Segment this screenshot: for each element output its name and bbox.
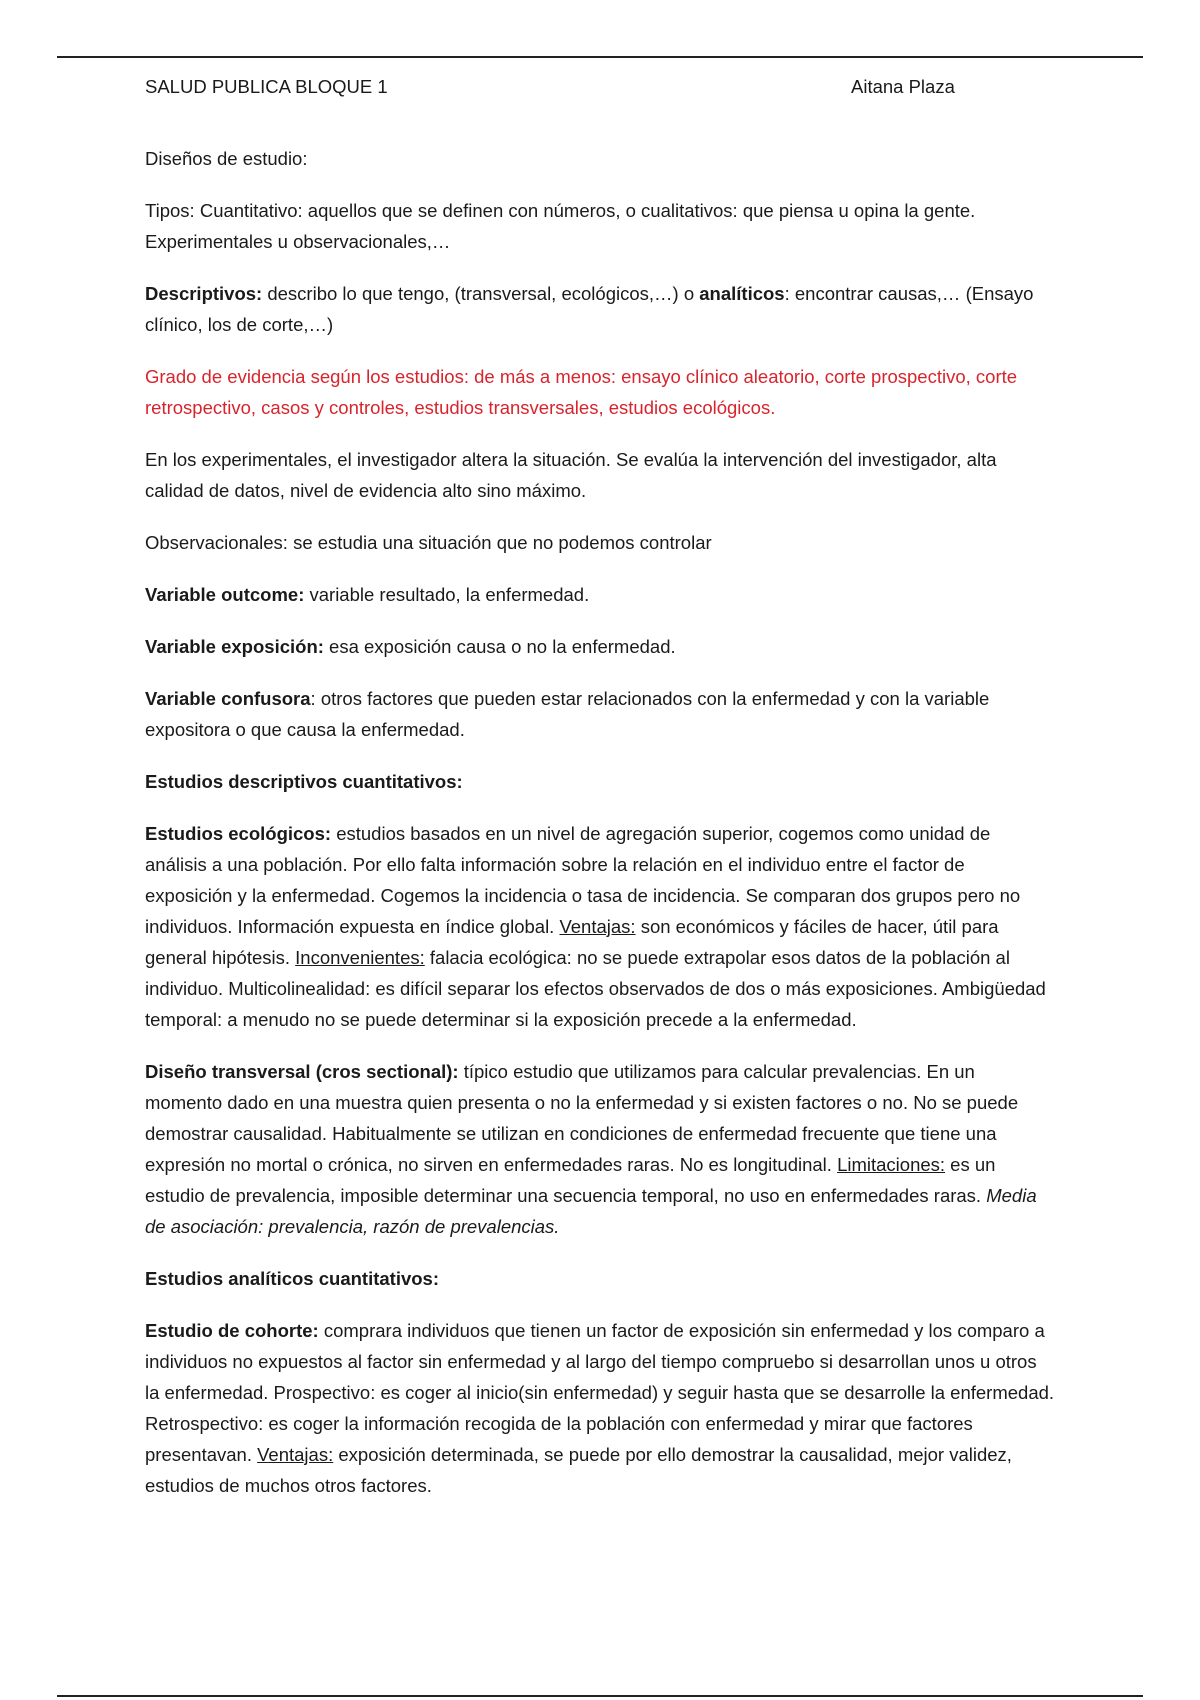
term-inconvenientes: Inconvenientes:: [295, 947, 425, 968]
term-ventajas: Ventajas:: [559, 916, 636, 937]
paragraph-study-designs: Diseños de estudio:: [145, 148, 308, 169]
paragraph-observational: Observacionales: se estudia una situación que no podemos controlar: [145, 532, 712, 553]
paragraph-cohort-study: Estudio de cohorte: comprara individuos que tienen un factor de exposición sin enfermedad y los comparo a individuos no expuestos al factor sin enfermedad y al largo del tiempo compruebo si desarrollan unos u otros la enfermedad. Prospectivo: es coger al inicio(sin enfermedad) y seguir hasta que se desarrolle la enfermedad. Retrospectivo: es coger la información recogida de la población con enfermedad y mirar que factores presentavan. Ventajas: exposición determinada, se puede por ello demostrar la causalidad, mejor validez, estudios de muchos otros factores.: [145, 1320, 1055, 1496]
term-variable-exposicion: Variable exposición:: [145, 636, 324, 657]
footer-rule: [57, 1695, 1143, 1697]
page-header: [145, 74, 961, 100]
paragraph-types: Tipos: Cuantitativo: aquellos que se definen con números, o cualitativos: que piensa u opina la gente. Experimentales u observacionales,…: [145, 200, 976, 252]
document-author: Aitana Plaza: [851, 76, 955, 97]
document-title: SALUD PUBLICA BLOQUE 1: [145, 76, 388, 97]
term-estudios-ecologicos: Estudios ecológicos:: [145, 823, 332, 844]
paragraph-ecological-studies: Estudios ecológicos: estudios basados en un nivel de agregación superior, cogemos como unidad de análisis a una población. Por ello falta información sobre la relación en el individuo entre el factor de exposición y la enfermedad. Cogemos la incidencia o tasa de incidencia. Se comparan dos grupos pero no individuos. Información expuesta en índice global. Ventajas: son económicos y fáciles de hacer, útil para general hipótesis. Inconvenientes: falacia ecológica: no se puede extrapolar esos datos de la población al individuo. Multicolinealidad: es difícil separar los efectos observados de dos o más exposiciones. Ambigüedad temporal: a menudo no se puede determinar si la exposición precede a la enfermedad.: [145, 823, 1046, 1030]
term-analiticos: analíticos: [699, 283, 785, 304]
term-descriptivos: Descriptivos:: [145, 283, 263, 304]
paragraph-variable-confounder: Variable confusora: otros factores que pueden estar relacionados con la enfermedad y con la variable expositora o que causa la enfermedad.: [145, 688, 990, 740]
paragraph-variable-exposure: Variable exposición: esa exposición causa o no la enfermedad.: [145, 636, 676, 657]
term-diseno-transversal: Diseño transversal (cros sectional):: [145, 1061, 459, 1082]
paragraph-experimental: En los experimentales, el investigador altera la situación. Se evalúa la intervención del investigador, alta calidad de datos, nivel de evidencia alto sino máximo.: [145, 449, 997, 501]
heading-analytic-studies: Estudios analíticos cuantitativos:: [145, 1268, 440, 1289]
term-variable-confusora: Variable confusora: [145, 688, 311, 709]
header-rule: [57, 56, 1143, 58]
paragraph-cross-sectional: Diseño transversal (cros sectional): típico estudio que utilizamos para calcular prevalencias. En un momento dado en una muestra quien presenta o no la enfermedad y si existen factores o no. No se puede demostrar causalidad. Habitualmente se utilizan en condiciones de enfermedad frecuente que tiene una expresión no mortal o crónica, no sirven en enfermedades raras. No es longitudinal. Limitaciones: es un estudio de prevalencia, imposible determinar una secuencia temporal, no uso en enfermedades raras. Media de asociación: prevalencia, razón de prevalencias.: [145, 1061, 1037, 1237]
term-ventajas-cohorte: Ventajas:: [257, 1444, 334, 1465]
term-limitaciones: Limitaciones:: [837, 1154, 946, 1175]
paragraph-variable-outcome: Variable outcome: variable resultado, la enfermedad.: [145, 584, 590, 605]
term-variable-outcome: Variable outcome:: [145, 584, 305, 605]
association-measure: Media de asociación: prevalencia, razón de prevalencias.: [145, 1185, 1037, 1237]
paragraph-descriptive-analytic: Descriptivos: describo lo que tengo, (transversal, ecológicos,…) o analíticos: encontrar causas,… (Ensayo clínico, los de corte,…): [145, 283, 1034, 335]
document-body: [145, 143, 1055, 1522]
term-estudio-cohorte: Estudio de cohorte:: [145, 1320, 319, 1341]
paragraph-evidence-grade: Grado de evidencia según los estudios: de más a menos: ensayo clínico aleatorio, corte prospectivo, corte retrospectivo, casos y controles, estudios transversales, estudios ecológicos.: [145, 366, 1018, 418]
heading-descriptive-studies: Estudios descriptivos cuantitativos:: [145, 771, 463, 792]
